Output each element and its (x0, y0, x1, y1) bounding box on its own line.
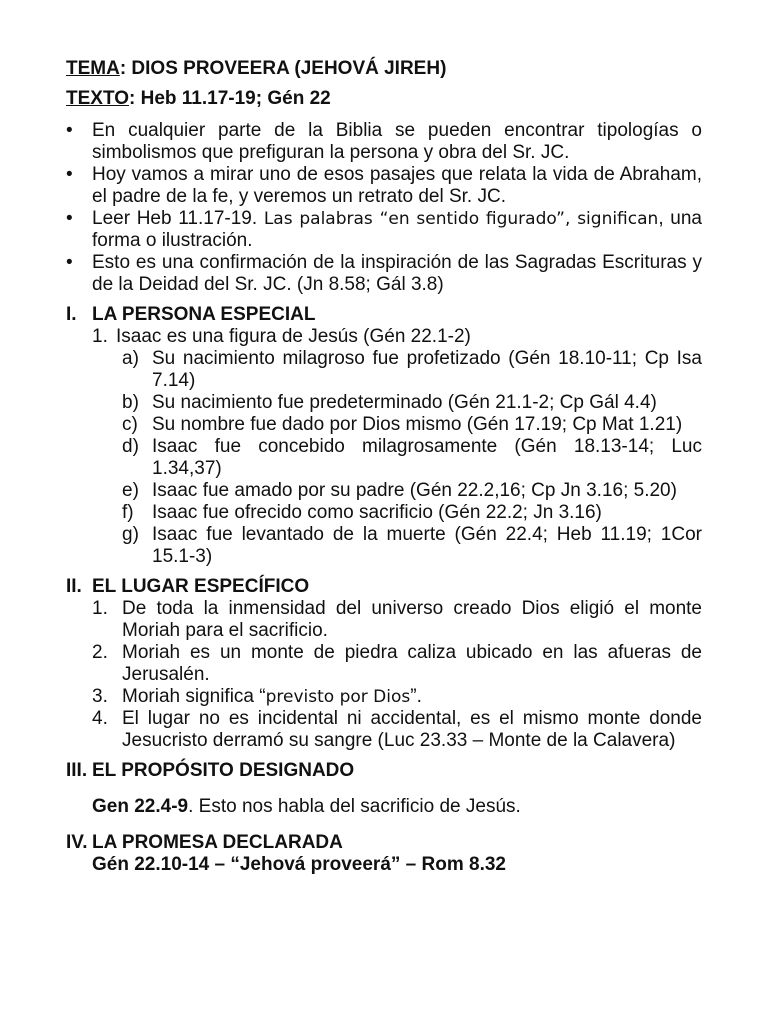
texto-label: TEXTO (66, 88, 129, 109)
sub-item-letter: d) (122, 436, 139, 457)
sub-item (122, 502, 702, 524)
item-text (122, 686, 702, 708)
sub-item-text: Isaac fue levantado de la muerte (Gén 22.4; Heb 11.19; 1Cor 15.1-3) (152, 524, 702, 567)
sub-item-text: Isaac fue concebido milagrosamente (Gén 18.13-14; Luc 1.34,37) (152, 436, 702, 479)
sub-item (122, 414, 702, 436)
section-number: III. (66, 760, 88, 781)
sub-item-letter: f) (122, 502, 134, 523)
tema-text: : DIOS PROVEERA (JEHOVÁ JIREH) (119, 58, 447, 79)
section-3-paragraph (66, 796, 702, 818)
bullet-text-emphasis: Las palabras “en sentido figurado”, significan (263, 209, 659, 229)
sub-list (92, 348, 702, 568)
list-item (92, 326, 702, 568)
section-number: I. (66, 304, 77, 325)
bullet-dot: • (66, 252, 73, 273)
section-2-list (66, 598, 702, 752)
sub-item (122, 392, 702, 414)
sub-item-text: Isaac fue amado por su padre (Gén 22.2,16; Cp Jn 3.16; 5.20) (152, 480, 677, 501)
sub-item-text: Isaac fue ofrecido como sacrificio (Gén 22.2; Jn 3.16) (152, 502, 602, 523)
sub-item-letter: c) (122, 414, 138, 435)
item-number: 3. (92, 686, 108, 707)
section-title: LA PROMESA DECLARADA (92, 832, 343, 853)
bullet-text-pre: Leer Heb 11.17-19. (92, 208, 264, 229)
sub-item-text: Su nacimiento milagroso fue profetizado (Gén 18.10-11; Cp Isa 7.14) (152, 348, 702, 391)
bullet-text-post: , una forma o ilustración. (92, 208, 702, 251)
section-number: II. (66, 576, 82, 597)
list-item (92, 642, 702, 686)
list-item (92, 598, 702, 642)
item-text: De toda la inmensidad del universo creado Dios eligió el monte Moriah para el sacrificio. (122, 598, 702, 641)
intro-bullet-list (66, 120, 702, 296)
section-3-text: . Esto nos habla del sacrificio de Jesús. (188, 796, 521, 817)
section-1-heading (66, 304, 702, 326)
sub-item (122, 348, 702, 392)
texto-heading (66, 88, 702, 110)
bullet-item (66, 120, 702, 164)
section-1-list (66, 326, 702, 568)
bullet-item (66, 164, 702, 208)
bullet-text: Hoy vamos a mirar uno de esos pasajes que relata la vida de Abraham, el padre de la fe, y veremos un retrato del Sr. JC. (92, 164, 702, 207)
section-4-heading (66, 832, 702, 854)
section-3-heading (66, 760, 702, 782)
tema-label: TEMA (66, 58, 120, 79)
item-number: 4. (92, 708, 108, 729)
sub-item-letter: g) (122, 524, 139, 545)
sub-item-letter: e) (122, 480, 139, 501)
bullet-text: Esto es una confirmación de la inspiración de las Sagradas Escrituras y de la Deidad del Sr. JC. (Jn 8.58; Gál 3.8) (92, 252, 702, 295)
item-text: El lugar no es incidental ni accidental, es el mismo monte donde Jesucristo derramó su sangre (Luc 23.33 – Monte de la Calavera) (122, 708, 702, 751)
section-4-line: Gén 22.10-14 – “Jehová proveerá” – Rom 8.32 (92, 854, 506, 875)
section-title: LA PERSONA ESPECIAL (92, 304, 316, 325)
sub-item-text: Su nacimiento fue predeterminado (Gén 21.1-2; Cp Gál 4.4) (152, 392, 657, 413)
sub-item-letter: b) (122, 392, 139, 413)
item-text-post: ”. (410, 686, 422, 707)
bullet-dot: • (66, 120, 73, 141)
section-title: EL PROPÓSITO DESIGNADO (92, 760, 355, 781)
bullet-item (66, 208, 702, 252)
sub-item (122, 524, 702, 568)
sub-item-text: Su nombre fue dado por Dios mismo (Gén 17.19; Cp Mat 1.21) (152, 414, 683, 435)
section-3-reference: Gen 22.4-9 (92, 796, 189, 817)
item-text: Moriah es un monte de piedra caliza ubicado en las afueras de Jerusalén. (122, 642, 702, 685)
item-number: 1. (92, 326, 108, 347)
texto-text: : Heb 11.17-19; Gén 22 (129, 88, 331, 109)
section-title: EL LUGAR ESPECÍFICO (92, 576, 310, 597)
section-2-heading (66, 576, 702, 598)
sub-item-letter: a) (122, 348, 139, 369)
item-text: Isaac es una figura de Jesús (Gén 22.1-2) (116, 326, 471, 347)
bullet-text: En cualquier parte de la Biblia se pueden encontrar tipologías o simbolismos que prefiguran la persona y obra del Sr. JC. (92, 120, 702, 163)
tema-heading (66, 58, 702, 80)
bullet-item (66, 252, 702, 296)
list-item (92, 708, 702, 752)
section-number: IV. (66, 832, 88, 853)
item-text-pre: Moriah significa “ (122, 686, 266, 707)
item-text-emphasis: previsto por Dios (265, 687, 411, 707)
list-item (92, 686, 702, 708)
item-number: 1. (92, 598, 108, 619)
item-number: 2. (92, 642, 108, 663)
bullet-dot: • (66, 208, 73, 229)
sub-item (122, 436, 702, 480)
bullet-dot: • (66, 164, 73, 185)
sub-item (122, 480, 702, 502)
